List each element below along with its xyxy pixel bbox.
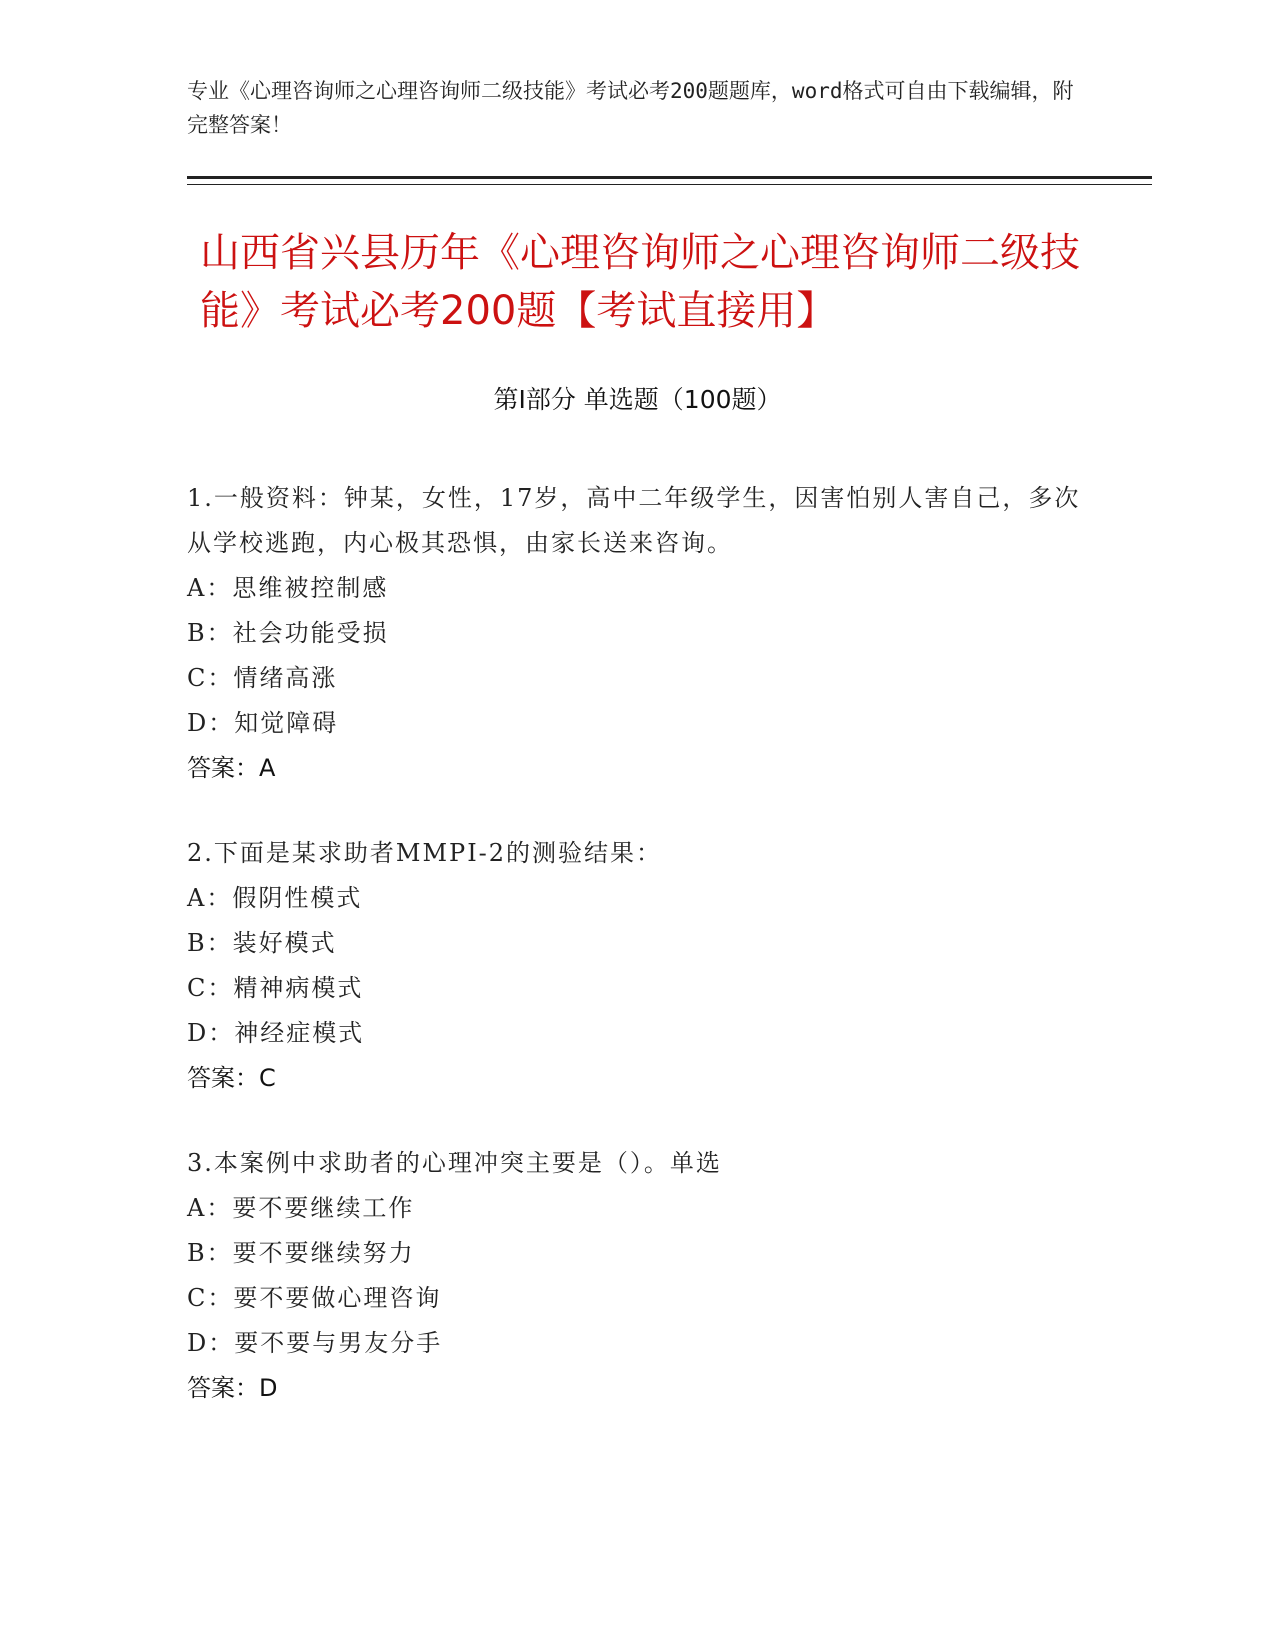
answer: 答案：C bbox=[187, 1064, 276, 1092]
header-rule-thick bbox=[187, 176, 1152, 179]
question-stem: 2.下面是某求助者MMPI-2的测验结果： bbox=[187, 839, 663, 867]
question-1 bbox=[187, 476, 1087, 791]
answer: 答案：D bbox=[187, 1374, 278, 1402]
question-3 bbox=[187, 1141, 1087, 1411]
header-note: 专业《心理咨询师之心理咨询师二级技能》考试必考200题题库，word格式可自由下载编辑，附完整答案！ bbox=[187, 79, 1074, 137]
question-2 bbox=[187, 831, 1087, 1101]
answer: 答案：A bbox=[187, 754, 276, 782]
section-title: 第Ⅰ部分 单选题（100题） bbox=[493, 385, 782, 414]
option-b: B：社会功能受损 bbox=[187, 619, 389, 647]
option-d: D：知觉障碍 bbox=[187, 709, 339, 737]
header-rule-thin bbox=[187, 184, 1152, 185]
document-title: 山西省兴县历年《心理咨询师之心理咨询师二级技能》考试必考200题【考试直接用】 bbox=[200, 230, 1080, 334]
option-c: C：要不要做心理咨询 bbox=[187, 1284, 442, 1312]
option-b: B：要不要继续努力 bbox=[187, 1239, 415, 1267]
option-c: C：情绪高涨 bbox=[187, 664, 338, 692]
question-list bbox=[187, 476, 1087, 1451]
option-a: A：要不要继续工作 bbox=[187, 1194, 415, 1222]
option-c: C：精神病模式 bbox=[187, 974, 364, 1002]
option-d: D：要不要与男友分手 bbox=[187, 1329, 443, 1357]
option-b: B：装好模式 bbox=[187, 929, 337, 957]
question-stem: 3.本案例中求助者的心理冲突主要是（）。单选 bbox=[187, 1149, 722, 1177]
option-a: A：思维被控制感 bbox=[187, 574, 389, 602]
question-stem: 1.一般资料：钟某，女性，17岁，高中二年级学生，因害怕别人害自己，多次从学校逃跑，内心极其恐惧，由家长送来咨询。 bbox=[187, 484, 1081, 557]
option-d: D：神经症模式 bbox=[187, 1019, 365, 1047]
option-a: A：假阴性模式 bbox=[187, 884, 363, 912]
